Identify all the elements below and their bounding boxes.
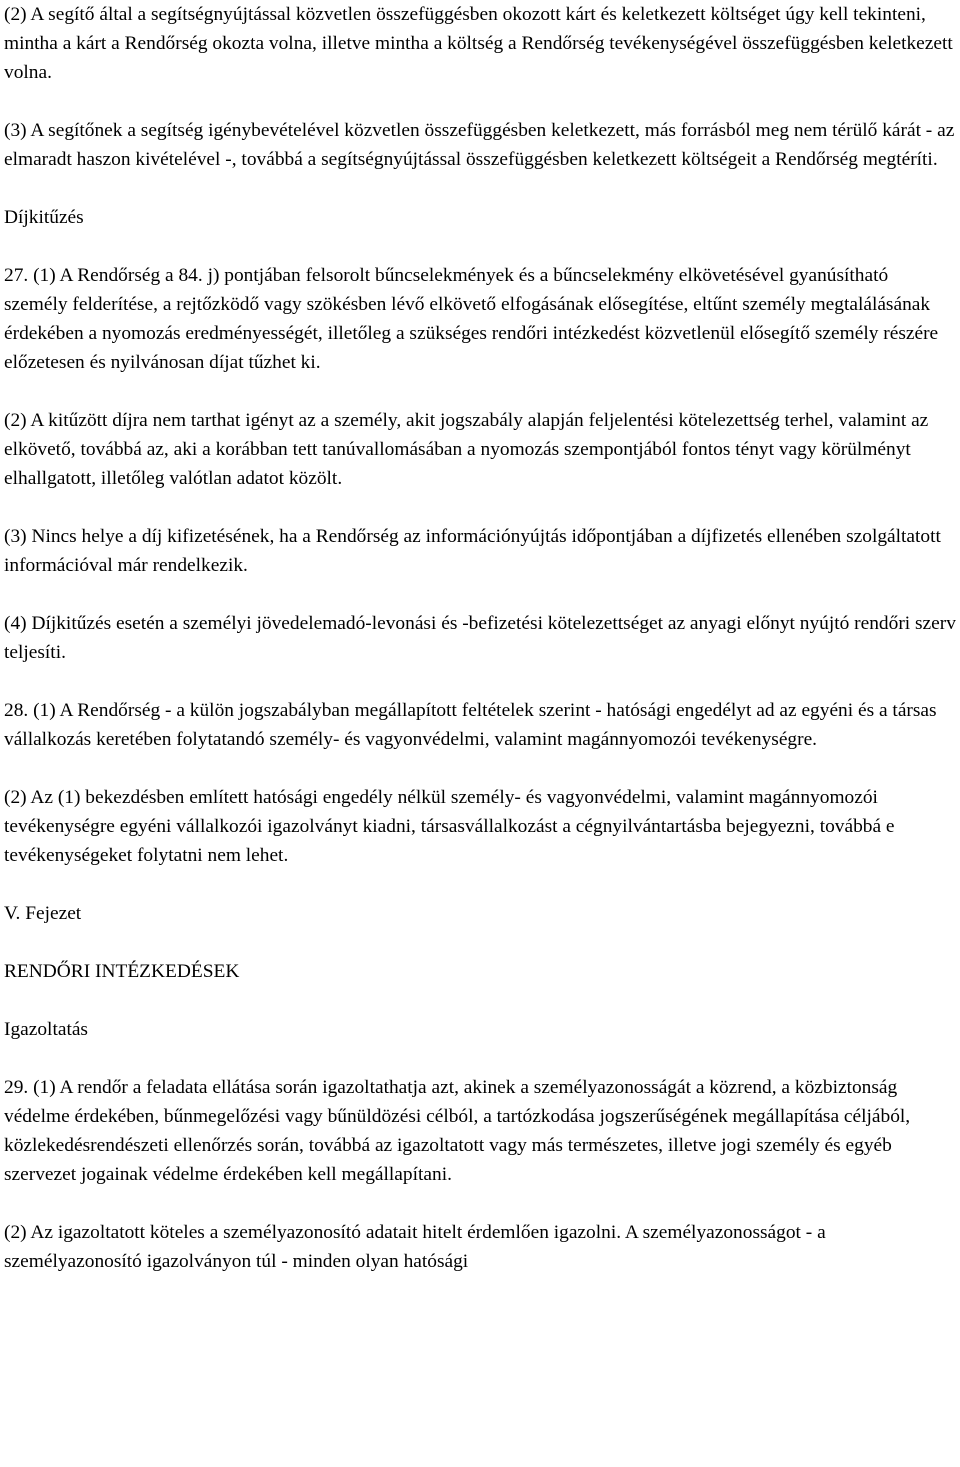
paragraph-3-compensation: (3) A segítőnek a segítség igénybevételével közvetlen összefüggésben keletkezett, más forrásból meg nem térülő kárát - az elmaradt haszon kivételével -, továbbá a segítségnyújtással összefüggésben keletkezett költségeit a Rendőrség megtéríti. [4, 120, 955, 170]
paragraph-28-2-prohibition: (2) Az (1) bekezdésben említett hatósági engedély nélkül személy- és vagyonvédelmi, valamint magánnyomozói tevékenységre egyéni vállalkozói igazolványt kiadni, társasvállalkozást a cégnyilvántartásba bejegyezni, továbbá e tevékenységeket folytatni nem lehet. [4, 787, 895, 866]
section-heading-dijkituzes: Díjkitűzés [4, 207, 84, 228]
paragraph-29-2-identity-proof: (2) Az igazoltatott köteles a személyazonosító adatait hitelt érdemlően igazolni. A személyazonosságot - a személyazonosító igazolványon túl - minden olyan hatósági [4, 1222, 826, 1272]
chapter-number: V. Fejezet [4, 903, 82, 924]
paragraph-29-1-identification: 29. (1) A rendőr a feladata ellátása során igazoltathatja azt, akinek a személyazonosságát a közrend, a közbiztonság védelme érdekében, bűnmegelőzési vagy bűnüldözési célból, a tartózkodása jogszerűségének megállapítása céljából, közlekedésrendészeti ellenőrzés során, továbbá az igazoltatott vagy más természetes, illetve jogi személy és egyéb szervezet jogainak védelme érdekében kell megállapítani. [4, 1077, 911, 1185]
section-heading-igazoltatas: Igazoltatás [4, 1019, 88, 1040]
paragraph-27-4-tax: (4) Díjkitűzés esetén a személyi jövedelemadó-levonási és -befizetési kötelezettséget az anyagi előnyt nyújtó rendőri szerv teljesíti. [4, 613, 956, 663]
paragraph-27-1-reward: 27. (1) A Rendőrség a 84. j) pontjában felsorolt bűncselekmények és a bűncselekmény elkövetésével gyanúsítható személy felderítése, a rejtőzködő vagy szökésben lévő elkövető elfogásának elősegítése, eltűnt személy megtalálásának érdekében a nyomozás eredményességét, illetőleg a szükséges rendőri intézkedést közvetlenül elősegítő személy részére előzetesen és nyilvánosan díjat tűzhet ki. [4, 265, 939, 373]
document-page [4, 0, 956, 1276]
paragraph-27-2-reward-exclusion: (2) A kitűzött díjra nem tarthat igényt az a személy, akit jogszabály alapján feljelentési kötelezettség terhel, valamint az elkövető, továbbá az, aki a korábban tett tanúvallomásában a nyomozás szempontjából fontos tényt vagy körülményt elhallgatott, illetőleg valótlan adatot közölt. [4, 410, 929, 489]
paragraph-2-damage-costs: (2) A segítő által a segítségnyújtással közvetlen összefüggésben okozott kárt és keletkezett költséget úgy kell tekinteni, mintha a kárt a Rendőrség okozta volna, illetve mintha a költség a Rendőrség tevékenységével összefüggésben keletkezett volna. [4, 4, 953, 83]
paragraph-28-1-license: 28. (1) A Rendőrség - a külön jogszabályban megállapított feltételek szerint - hatósági engedélyt ad az egyéni és a társas vállalkozás keretében folytatandó személy- és vagyonvédelmi, valamint magánnyomozói tevékenységre. [4, 700, 937, 750]
chapter-title: RENDŐRI INTÉZKEDÉSEK [4, 961, 240, 982]
paragraph-27-3-no-payment: (3) Nincs helye a díj kifizetésének, ha a Rendőrség az információnyújtás időpontjában a díjfizetés ellenében szolgáltatott információval már rendelkezik. [4, 526, 941, 576]
